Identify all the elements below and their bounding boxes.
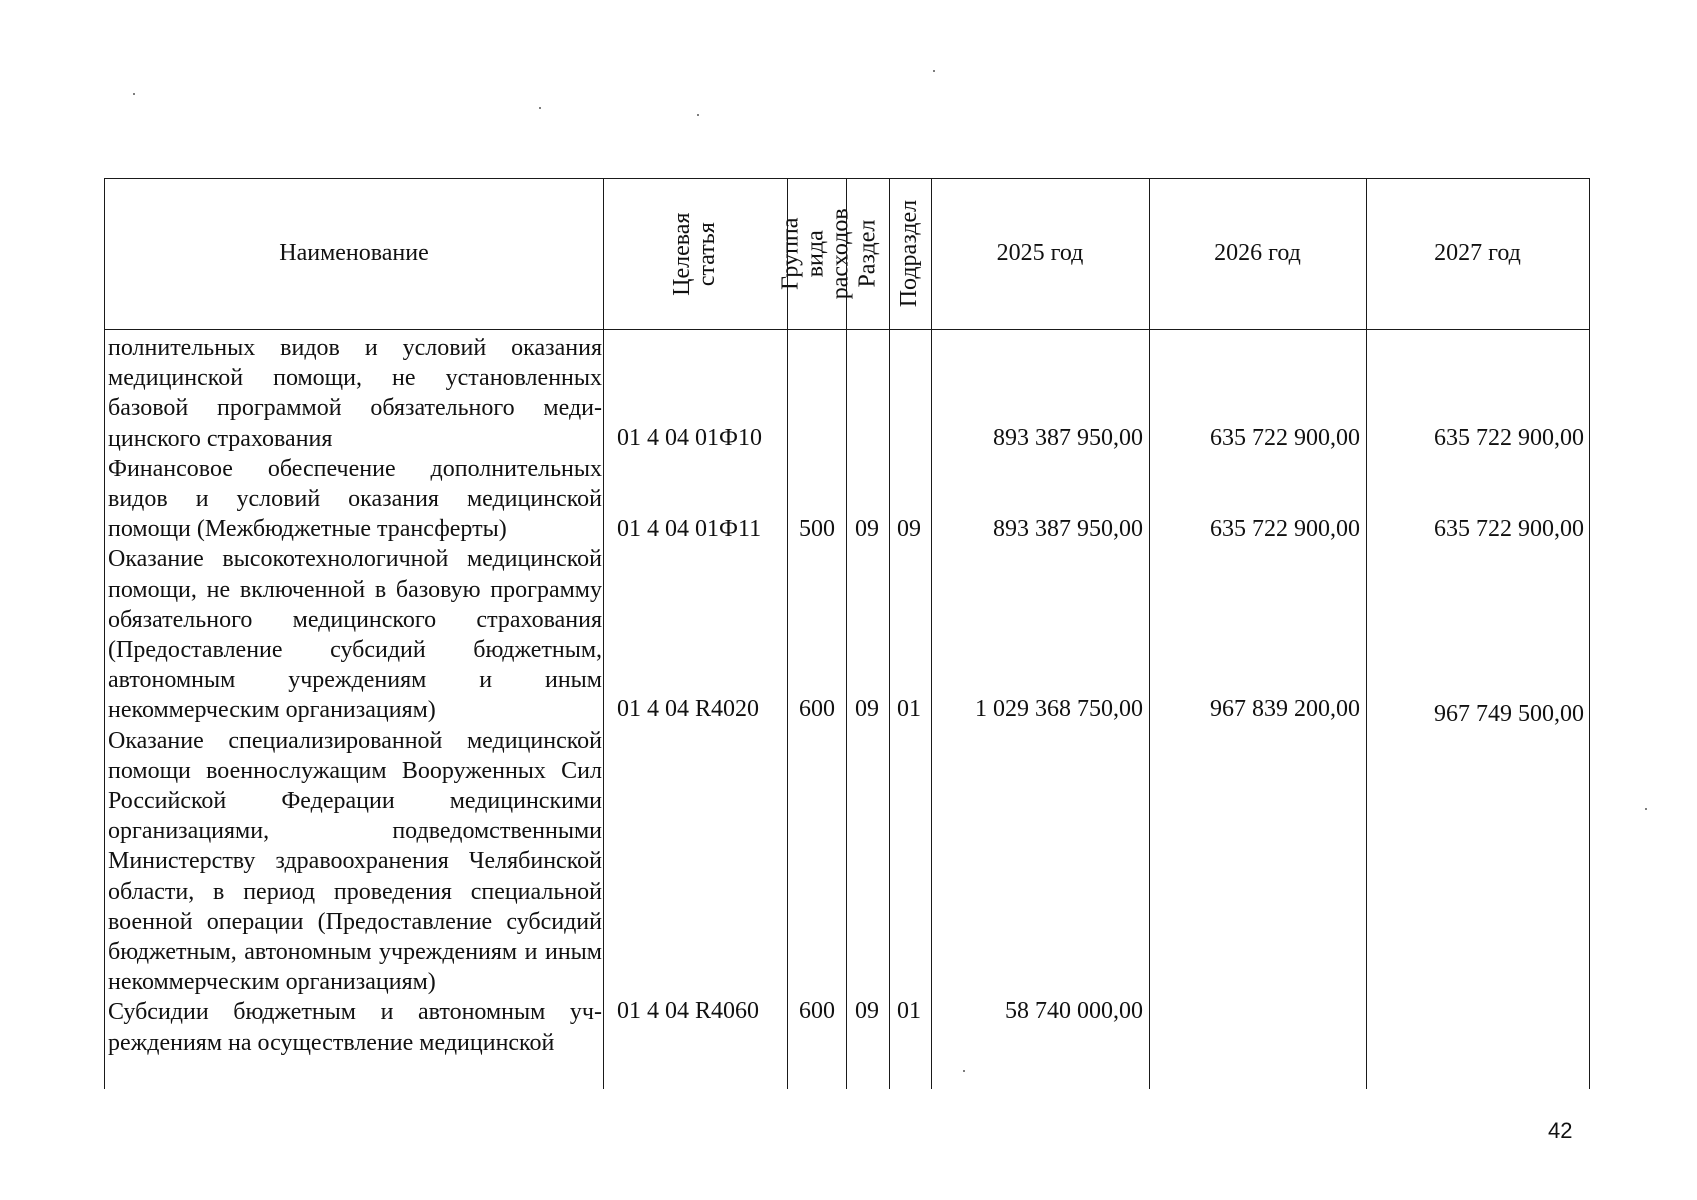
row-target: 01 4 04 01Ф10 — [617, 425, 762, 451]
header-section-label: Раздел — [853, 220, 880, 288]
row-group: 500 — [799, 516, 835, 542]
row-2026: 635 722 900,00 — [1210, 425, 1360, 451]
scan-speck — [963, 1070, 965, 1072]
header-expense-group — [777, 179, 855, 329]
row-2025: 58 740 000,00 — [1005, 998, 1143, 1024]
scan-speck — [1645, 808, 1647, 810]
scan-speck — [697, 114, 699, 116]
header-divider — [105, 329, 1589, 330]
row-section: 09 — [855, 696, 879, 722]
row-section: 09 — [855, 998, 879, 1024]
row-2025: 1 029 368 750,00 — [975, 696, 1143, 722]
header-name-label: Наименование — [279, 240, 429, 267]
row-name: полнительных видов и условий оказания медицинской помощи, не установленных базовой программой обязательного медицинского страхования — [108, 335, 602, 452]
header-name — [105, 179, 603, 329]
row-target: 01 4 04 R4060 — [617, 998, 760, 1024]
row-2026: 635 722 900,00 — [1210, 516, 1360, 542]
header-target-label: Целевая статья — [668, 212, 720, 296]
row-name: Оказание высокотехнологичной медицинской помощи, не включенной в базовую программу обязательного медицинского страхования (Предоставление субсидий бюджетным, автономным учреждениям и иным некоммерческим организациям) — [108, 546, 602, 724]
row-2025: 893 387 950,00 — [993, 516, 1143, 542]
header-section — [846, 179, 889, 329]
budget-table — [104, 178, 1590, 1089]
header-target — [603, 179, 787, 329]
header-2027-label: 2027 год — [1434, 240, 1521, 267]
row-target: 01 4 04 01Ф11 — [617, 516, 762, 542]
row-target: 01 4 04 R4020 — [617, 696, 760, 722]
scan-speck — [933, 70, 935, 72]
row-2025: 893 387 950,00 — [993, 425, 1143, 451]
header-subsection-label: Подраздел — [896, 200, 923, 308]
header-2026-label: 2026 год — [1214, 240, 1301, 267]
row-2026: 967 839 200,00 — [1210, 696, 1360, 722]
row-2027: 635 722 900,00 — [1434, 516, 1584, 542]
header-2025-label: 2025 год — [996, 240, 1084, 267]
header-expense-group-label: Группа вида расходов — [777, 208, 855, 300]
row-2027: 635 722 900,00 — [1434, 425, 1584, 451]
row-subsection: 09 — [897, 516, 921, 542]
header-2027 — [1366, 179, 1589, 329]
row-group: 600 — [799, 696, 835, 722]
scan-speck — [539, 107, 541, 109]
row-name: Субсидии бюджетным и автономным учреждениям на осуществление медицинской — [108, 999, 602, 1056]
row-subsection: 01 — [897, 998, 921, 1024]
page-number: 42 — [1548, 1118, 1573, 1143]
scan-speck — [133, 93, 135, 95]
name-column-text — [108, 333, 602, 1058]
row-name: Финансовое обеспечение дополнительных видов и условий оказания медицинской помощи (Межбюджетные трансферты) — [108, 455, 602, 543]
header-2025 — [931, 179, 1149, 329]
row-group: 600 — [799, 998, 835, 1024]
row-name: Оказание специализированной медицинской помощи военнослужащим Вооруженных Сил Российской Федерации медицинскими организациями, подведомственными Министерству здравоохранения Челябинской области, в период проведения специальной военной операции (Предоставление субсидий бюджетным, автономным учреждениям и иным некоммерческим организациям) — [108, 727, 602, 996]
header-2026 — [1149, 179, 1366, 329]
row-2027: 967 749 500,00 — [1434, 701, 1584, 727]
row-section: 09 — [855, 516, 879, 542]
header-subsection — [889, 179, 931, 329]
row-subsection: 01 — [897, 696, 921, 722]
